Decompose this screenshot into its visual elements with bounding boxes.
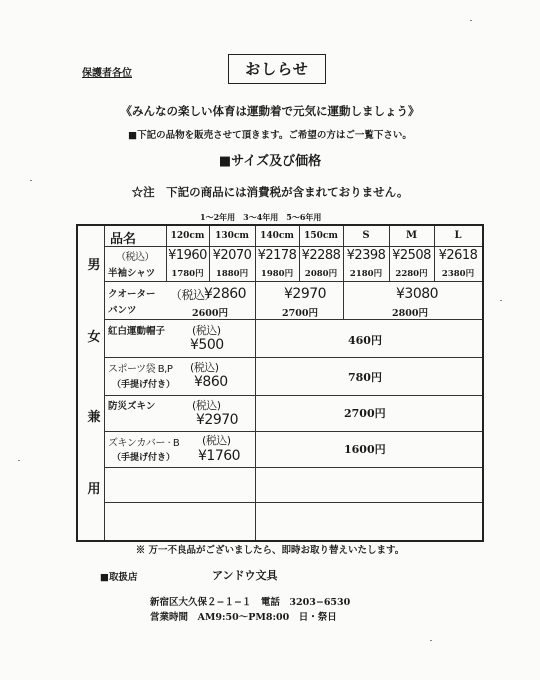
shop-name: アンドウ文具 [212, 569, 278, 582]
price-table [76, 224, 484, 542]
unisex-label [84, 226, 104, 540]
size-header: M [405, 230, 418, 241]
price-incl-tax: ¥1960 [168, 248, 207, 263]
sidebar-char: 女 [87, 330, 101, 345]
tax-label: (税込) [192, 399, 221, 412]
scan-speck [500, 300, 502, 301]
item-name: ズキンカバー · B [108, 438, 180, 449]
item-sub: （手提げ付き） [112, 380, 176, 390]
shop-address: 新宿区大久保２−１−１ 電話 3203−6530 [150, 597, 351, 608]
size-header: 120cm [170, 231, 205, 241]
price-incl-tax: ¥2070 [212, 248, 252, 263]
scan-speck [430, 640, 432, 641]
price: 780円 [348, 371, 382, 384]
price: 1980円 [260, 269, 294, 279]
shop-label: ■取扱店 [100, 572, 138, 583]
scan-speck [30, 180, 32, 181]
price-incl-tax: ¥500 [190, 337, 224, 353]
sidebar-char: 男 [87, 258, 101, 273]
price: 2800円 [392, 308, 428, 319]
tax-note: ☆注 下記の商品には消費税が含まれておりません。 [131, 185, 409, 199]
sidebar-char: 用 [87, 482, 101, 497]
price: 2080円 [304, 269, 338, 279]
tax-label: (税込) [202, 434, 231, 447]
row-divider [104, 502, 482, 503]
tax-label: (税込) [190, 361, 219, 374]
pants-name: クオーター [108, 289, 156, 300]
price-incl-tax: ¥3080 [396, 286, 439, 302]
pants-name: パンツ [108, 305, 137, 316]
price-incl-tax: ¥2508 [392, 248, 431, 263]
size-price-heading: ■サイズ及び価格 [218, 154, 322, 169]
item-name: スポーツ袋 B,P [108, 364, 173, 375]
item-name: 防災ズキン [108, 401, 156, 412]
row-divider [104, 467, 482, 468]
sale-notice: ■下記の品物を販売させて頂きます。ご希望の方はご一覧下さい。 [128, 130, 412, 141]
price: 2700円 [344, 407, 386, 420]
size-header: 130cm [215, 231, 249, 241]
price: 1600円 [344, 443, 386, 456]
shirt-name: 半袖シャツ [108, 268, 156, 279]
sidebar-char: 兼 [87, 410, 101, 425]
item-name: 紅白運動帽子 [108, 326, 166, 337]
row-divider [104, 319, 482, 320]
price: 1780円 [171, 269, 204, 279]
price-incl-tax: ¥2398 [346, 248, 386, 263]
size-header: S [362, 230, 370, 241]
price-incl-tax: ¥2618 [438, 248, 478, 263]
row-divider [104, 395, 482, 396]
row-divider [104, 357, 482, 358]
sidebar-divider [104, 226, 105, 540]
grade-size-note: 1～2年用 3～4年用 5～6年用 [200, 212, 322, 222]
item-name-header: 品名 [110, 232, 137, 247]
recipient-line: 保護者各位 [82, 68, 132, 79]
price-incl-tax: ¥1760 [198, 448, 241, 464]
slogan: 《みんなの楽しい体育は運動着で元気に運動しましょう》 [120, 104, 420, 118]
price-incl-tax: ¥2288 [301, 248, 341, 263]
price-incl-tax: ¥2970 [196, 412, 239, 428]
price: 2180円 [349, 269, 383, 279]
size-header: L [454, 230, 462, 241]
price: 2380円 [441, 269, 475, 279]
row-divider [104, 431, 482, 432]
row-divider [104, 246, 482, 247]
row-divider [104, 281, 482, 282]
price: 1880円 [215, 269, 249, 279]
size-header: 140cm [260, 231, 294, 241]
price: 2280円 [395, 269, 428, 279]
shop-hours: 営業時間 AM9:50～PM8:00 日・祭日 [150, 612, 337, 623]
notice-title: おしらせ [228, 54, 326, 84]
price-incl-tax: ¥2970 [284, 286, 327, 302]
scan-speck [18, 460, 20, 461]
tax-label: (税込) [192, 324, 221, 337]
item-sub: （手提げ付き） [112, 453, 176, 463]
price: 460円 [348, 334, 382, 347]
price: 2600円 [192, 308, 228, 319]
price-incl-tax: ¥2178 [257, 248, 297, 263]
tax-label: （税込） [170, 288, 217, 302]
defect-footnote: ※ 万一不良品がございましたら、即時お取り替えいたします。 [135, 545, 405, 556]
scan-speck [470, 20, 472, 21]
price: 2700円 [282, 308, 318, 319]
price-incl-tax: ¥860 [194, 374, 228, 390]
price-incl-tax: ¥2860 [204, 286, 247, 302]
tax-label: （税込） [116, 252, 154, 263]
size-header: 150cm [304, 231, 338, 241]
